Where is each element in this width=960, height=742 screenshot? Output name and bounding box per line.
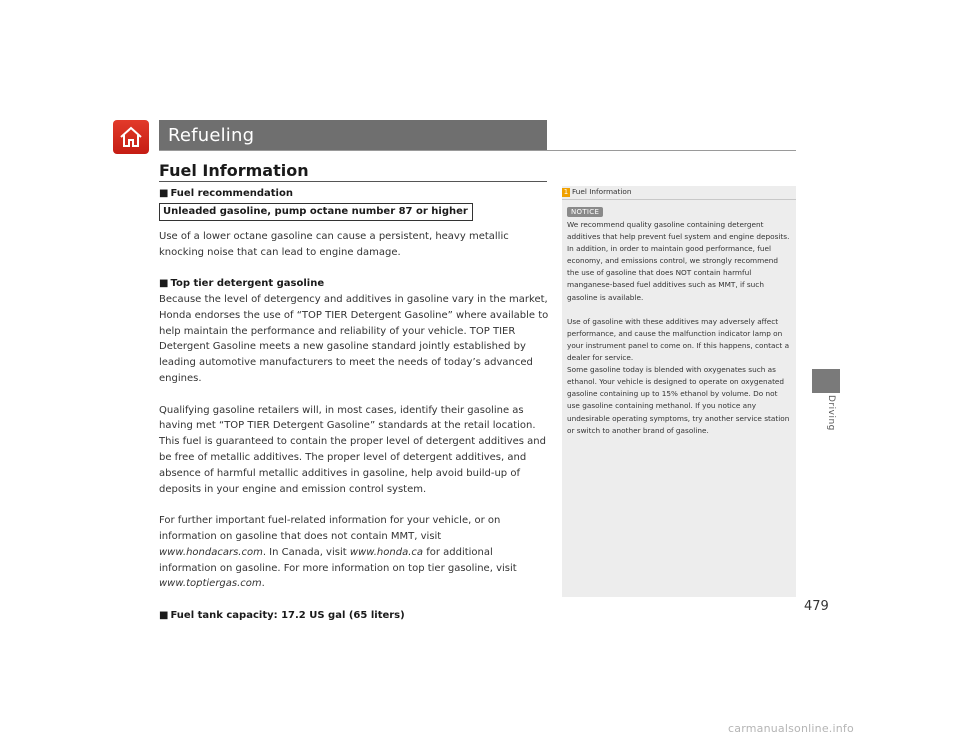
top-tier-heading: ■ Top tier detergent gasoline	[159, 278, 325, 290]
top-tier-paragraph-1: Because the level of detergency and additives in gasoline vary in the market, Honda endorses the use of “TOP TIER Detergent Gasoline” where available to help maintain the performance and reliability of your vehicle. TOP TIER Detergent Gasoline meets a new gasoline standard jointly established by leading automotive manufacturers to meet the needs of today’s advanced engines.	[159, 293, 549, 384]
title-divider	[159, 150, 796, 151]
fuel-tank-capacity-heading: ■ Fuel tank capacity: 17.2 US gal (65 liters)	[159, 609, 405, 621]
sidebar-divider	[562, 199, 796, 200]
main-content	[159, 186, 549, 624]
toptiergas-link[interactable]: www.toptiergas.com	[159, 578, 262, 590]
hondacars-link[interactable]: www.hondacars.com	[159, 546, 263, 558]
octane-warning-text: Use of a lower octane gasoline can cause a persistent, heavy metallic knocking noise that can lead to engine damage.	[159, 230, 509, 258]
section-divider	[159, 181, 547, 182]
home-button[interactable]	[113, 120, 149, 154]
page-number: 479	[804, 599, 829, 614]
honda-ca-link[interactable]: www.honda.ca	[349, 546, 424, 558]
watermark-text: carmanualsonline.info	[728, 722, 854, 735]
bullet-square: ■	[159, 188, 169, 199]
sidebar-paragraph-3: Some gasoline today is blended with oxygenates such as ethanol. Your vehicle is designed to operate on oxygenated gasoline containing up to 15% ethanol by volume. Do not use gasoline containing methanol. If you notice any undesirable operating symptoms, try another service station or switch to another brand of gasoline.	[567, 365, 790, 435]
bullet-square: ■	[159, 609, 169, 621]
further-info-paragraph: For further important fuel-related information for your vehicle, or on information on gasoline that does not contain MMT, visit www.hondacars.com. In Canada, visit www.honda.ca for additional information on gasoline. For more information on top tier gasoline, visit www.toptiergas.com.	[159, 515, 517, 590]
fuel-recommendation-heading: ■ Fuel recommendation	[159, 188, 293, 199]
chapter-tab[interactable]	[812, 369, 840, 393]
top-tier-paragraph-2: Qualifying gasoline retailers will, in most cases, identify their gasoline as having met “TOP TIER Detergent Gasoline” standards at the retail location. This fuel is guaranteed to contain the proper level of detergent additives and be free of metallic additives. The proper level of detergent additives, and absence of harmful metallic additives in gasoline, help avoid build-up of deposits in your engine and emission control system.	[159, 404, 546, 495]
octane-requirement-box: Unleaded gasoline, pump octane number 87 or higher	[159, 203, 473, 221]
chapter-label: Driving	[826, 395, 836, 431]
home-icon	[118, 125, 144, 149]
notice-badge: NOTICE	[567, 207, 603, 217]
sidebar-text	[567, 219, 791, 437]
section-title: Fuel Information	[159, 161, 309, 180]
reference-marker: 1	[563, 187, 569, 196]
sidebar-paragraph-2: Use of gasoline with these additives may adversely affect performance, and cause the malfunction indicator lamp on your instrument panel to come on. If this happens, contact a dealer for service.	[567, 316, 790, 363]
sidebar-heading: 1 Fuel Information	[563, 187, 632, 196]
bullet-square: ■	[159, 278, 169, 290]
sidebar-paragraph-1: We recommend quality gasoline containing detergent additives that help prevent fuel system and engine deposits. In addition, in order to maintain good performance, fuel economy, and emissions control, we strongly recommend the use of gasoline that does NOT contain harmful manganese-based fuel additives such as MMT, if such gasoline is available.	[567, 220, 790, 302]
page-title: Refueling	[168, 125, 255, 146]
